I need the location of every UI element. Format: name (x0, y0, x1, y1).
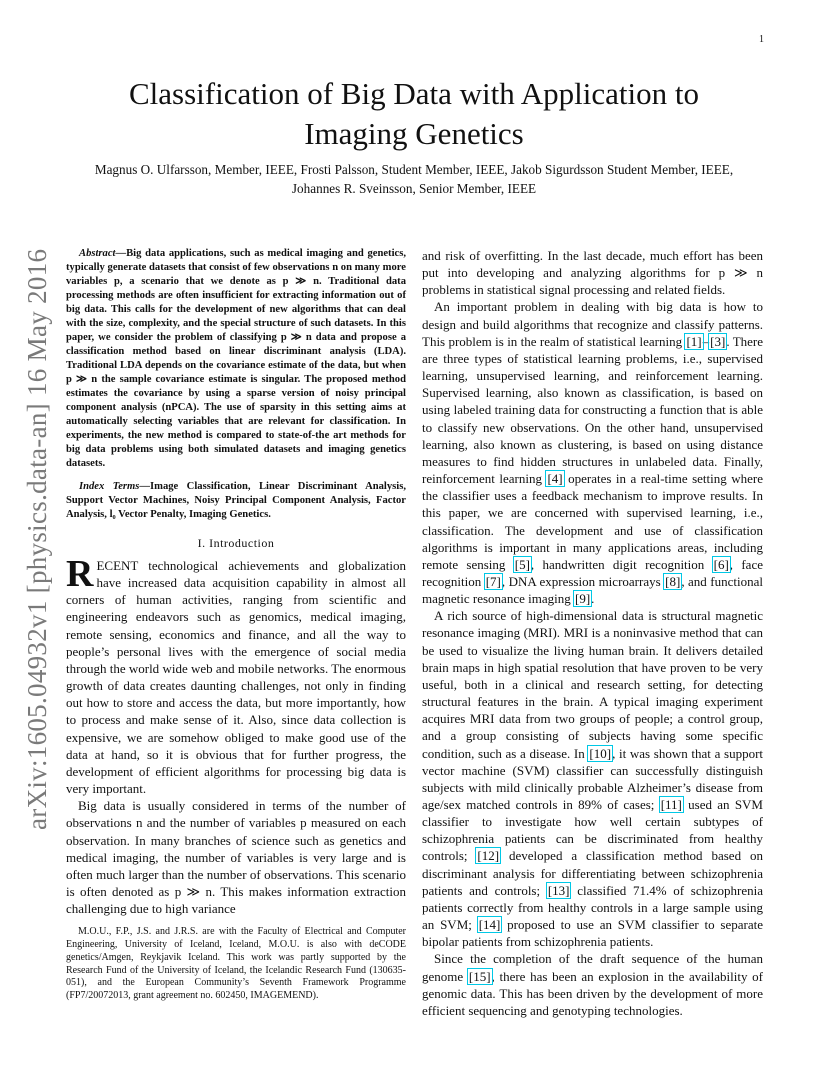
left-column (66, 247, 406, 1003)
citation-link[interactable]: [13] (547, 882, 570, 898)
intro-paragraph-1-text: ECENT technological achievements and globalization have increased data acquisition capability in almost all corners of human activities, ranging from scientific and engineering endeavors such as genomics, medical imaging, remote sensing, economics and finance, and all the way to people’s personal lives with the emergence of social media through the world wide web and mobile networks. The enormous growth of data creates daunting challenges, not only in finding out how to store and access the data, but more importantly, how to process and make sense of it. Also, since data collection is expensive, we are somehow obliged to make good use of the data at hand, so it is obvious that for further progress, the development of efficient algorithms for processing big data is very important. (66, 558, 406, 797)
index-terms-text: —Image Classification, Linear Discriminant Analysis, Support Vector Machines, Noisy Principal Component Analysis, Factor Analysis, l₀ Vector Penalty, Imaging Genetics. (66, 481, 406, 520)
text-run: operates in a real-time setting where the classifier uses a feedback mechanism to improve results. In this paper, we are concerned with supervised learning, i.e., classification. The development and use of classification algorithms is important in many applications areas, including remote sensing (422, 471, 764, 572)
citation-link[interactable]: [7] (485, 573, 501, 589)
citation-link[interactable]: [4] (547, 471, 563, 487)
text-run: . (591, 591, 595, 607)
citation-link[interactable]: [8] (665, 573, 681, 589)
citation-link[interactable]: [1] (686, 333, 702, 349)
right-column (422, 247, 763, 1019)
text-run: developed a classification method based on discriminant analysis for differentiating between schizophrenia patients and controls; (422, 848, 763, 898)
text-run: classified 71.4% of schizophrenia patients correctly from healthy controls in a large sample using an SVM; (422, 882, 763, 933)
right-paragraph-2 (422, 298, 763, 607)
citation-link[interactable]: [5] (514, 556, 530, 572)
text-run: An important problem in dealing with big data is how to design and build algorithms that recognize and classify patterns. This problem is in the realm of statistical learning (422, 299, 763, 349)
abstract-text: —Big data applications, such as medical imaging and genetics, typically generate datasets that consist of few observations n on many more variables p, a scenario that we denote as p ≫ n. Traditional data processing methods are often insufficient for extracting information out of big data. This calls for the development of new algorithms that can deal with the size, complexity, and the special structure of such datasets. In this paper, we consider the problem of classifying p ≫ n data and propose a classification method based on linear discriminant analysis (LDA). Traditional LDA depends on the covariance estimate of the data, but when p ≫ n the sample covariance estimate is singular. The proposed method estimates the covariance by using a sparse version of noisy principal component analysis (nPCA). The use of sparsity in this setting aims at automatically selecting variables that are relevant for classification. In experiments, the new method is compared to state-of-the art methods for big data problems using both simulated datasets and imaging genetics datasets. (66, 248, 406, 469)
section-heading: I. Introduction (197, 536, 275, 550)
text-run: . There are three types of statistical learning problems, i.e., supervised learning, unsupervised learning, and reinforcement learning. Supervised learning, also known as classification, is based on using labeled training data for constructing a function that is able to classify new observations. On the other hand, unsupervised learning, also known as clustering, is based on using distance measures to find hidden structures in unlabeled data. Finally, reinforcement learning (422, 333, 763, 487)
page-number: 1 (759, 34, 764, 45)
right-paragraph-1: and risk of overfitting. In the last decade, much effort has been put into developing and analyzing algorithms for p ≫ n problems in statistical signal processing and related fields. (422, 248, 763, 298)
text-run: – (702, 333, 710, 349)
author-list: Magnus O. Ulfarsson, Member, IEEE, Frosti Palsson, Student Member, IEEE, Jakob Sigurdsson Student Member, IEEE, Johannes R. Sveinsson, Senior Member, IEEE (94, 162, 734, 196)
abstract-lead: Abstract (79, 248, 116, 259)
text-run: Since the completion of the draft sequence of the human genome (422, 951, 763, 984)
abstract (66, 247, 406, 471)
intro-paragraph-2: Big data is usually considered in terms of the number of observations n and the number of variables p measured on each observation. In many branches of science such as genetics and medical imaging, the number of variables is very large and is often much larger than the number of observations. This scenario is often denoted as p ≫ n. This makes information extraction challenging due to high variance (66, 798, 406, 917)
right-paragraph-3 (422, 607, 763, 950)
text-run: , handwritten digit recognition (530, 556, 713, 572)
drop-cap: R (66, 553, 94, 595)
citation-link[interactable]: [12] (477, 848, 500, 864)
text-run: , DNA expression microarrays (501, 573, 665, 589)
citation-link[interactable]: [11] (660, 797, 682, 812)
right-paragraph-4 (422, 950, 763, 1019)
citation-link[interactable]: [15] (468, 968, 491, 984)
affiliation-footnote: M.O.U., F.P., J.S. and J.R.S. are with the Faculty of Electrical and Computer Engineering, University of Iceland, Iceland, M.O.U. is also with deCODE genetics/Amgen, Reykjavik Iceland. This work was partly supported by the Research Fund of the University of Iceland, the Icelandic Research Fund (130635-051), and the European Community’s Seventh Framework Programme (FP7/20072013, grant agreement no. 602450, IMAGEMEND). (66, 926, 406, 1002)
text-run: , and functional magnetic resonance imaging (422, 573, 763, 607)
citation-link[interactable]: [9] (574, 591, 591, 607)
arxiv-identifier-stamp[interactable]: arXiv:1605.04932v1 [physics.data-an] 16 May 2016 (22, 248, 52, 830)
citation-link[interactable]: [14] (478, 917, 501, 933)
text-run: , there has been an explosion in the availability of genomic data. This has been driven by the development of more efficient sequencing and genotyping technologies. (422, 968, 764, 1018)
text-run: , it was shown that a support vector machine (SVM) classifier can successfully distinguish subjects with mild clinically probable Alzheimer’s disease from age/sex matched controls in 89% of cases; (422, 745, 764, 812)
paper-title: Classification of Big Data with Application to Imaging Genetics (129, 76, 699, 151)
index-terms-lead: Index Terms (79, 481, 140, 492)
index-terms (66, 480, 406, 522)
text-run: used an SVM classifier to investigate how well certain subtypes of schizophrenia patients can be discriminated from healthy controls; (422, 797, 763, 864)
text-run: , face recognition (422, 556, 763, 589)
citation-link[interactable]: [3] (710, 333, 726, 349)
text-run: A rich source of high-dimensional data is structural magnetic resonance imaging (MRI). MRI is a noninvasive method that can be used to visualize the living human brain. It delivers detailed brain maps in high spatial resolution that have proven to be very useful, both in a clinical and research setting, for detecting structural features in the brain. A typical imaging experiment acquires MRI data from two groups of people; a control group, and a group consisting of subjects having some specific condition, such as a disease. In (422, 608, 763, 761)
text-run: proposed to use an SVM classifier to separate bipolar patients from schizophrenia patients. (422, 917, 763, 950)
citation-link[interactable]: [6] (713, 556, 729, 572)
intro-paragraph-1 (66, 553, 406, 797)
citation-link[interactable]: [10] (589, 745, 612, 761)
